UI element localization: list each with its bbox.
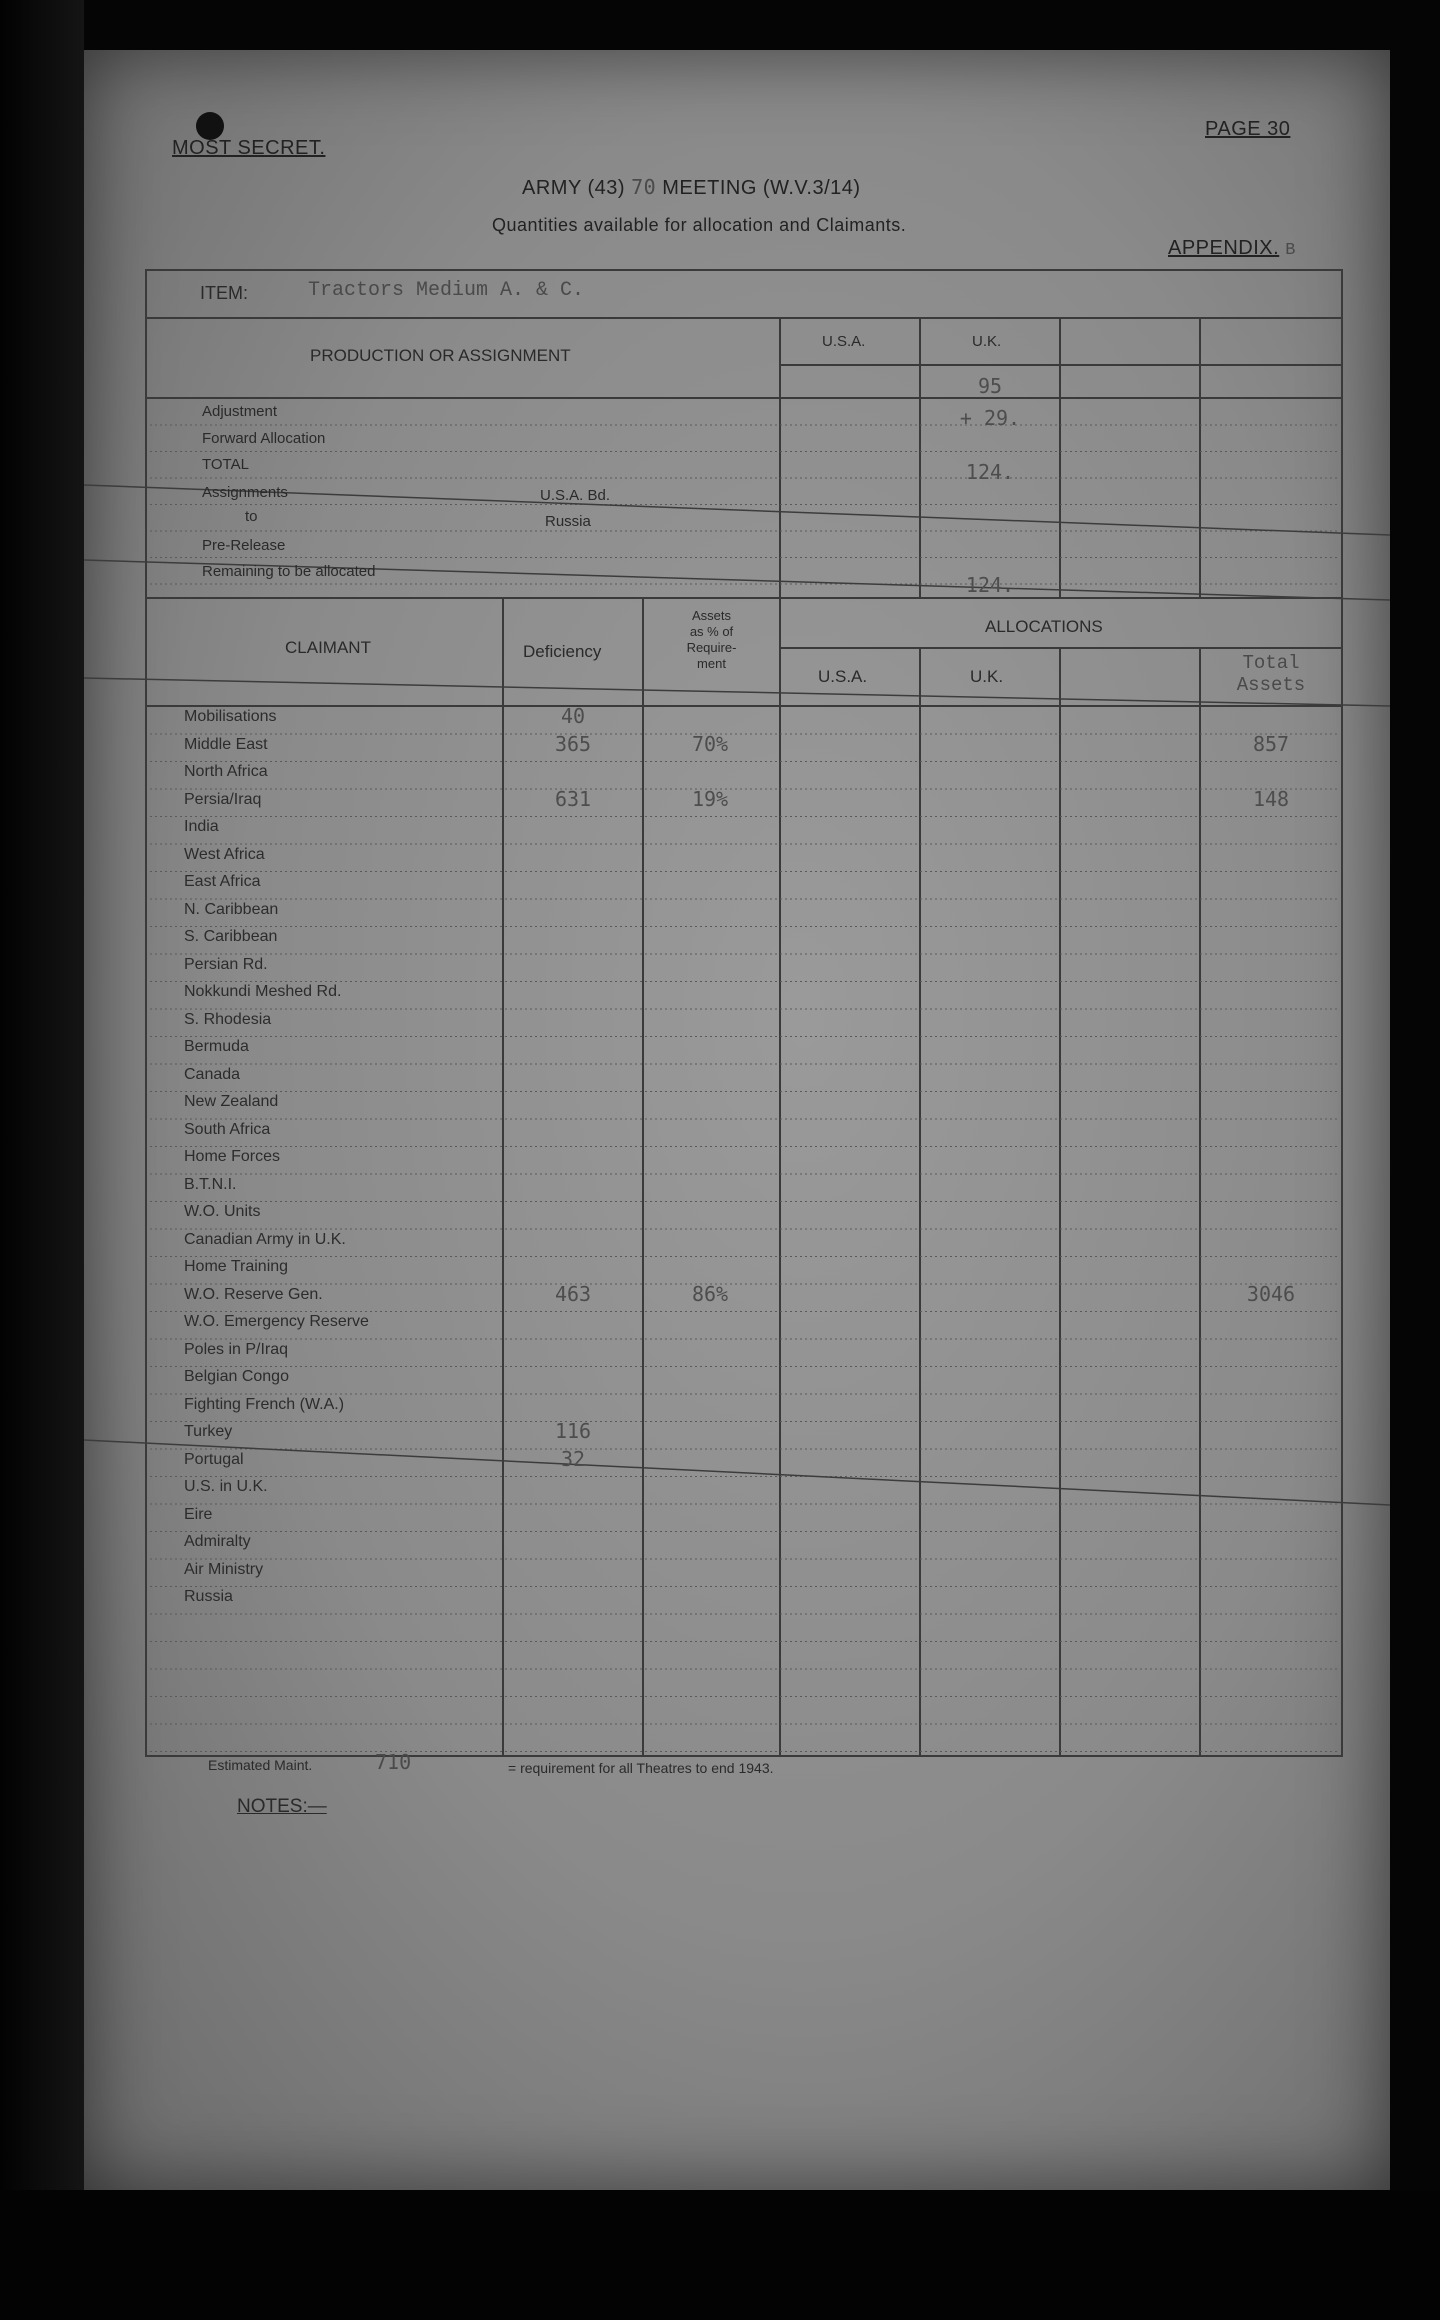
claimant-name: Canadian Army in U.K. xyxy=(184,1230,346,1248)
claimant-deficiency: 463 xyxy=(554,1281,592,1306)
claimant-deficiency: 365 xyxy=(554,731,592,756)
claimant-name: Home Training xyxy=(184,1258,289,1275)
claimant-name: B.T.N.I. xyxy=(184,1175,237,1193)
claimant-name: W.O. Units xyxy=(184,1203,261,1220)
estimated-maint-value: 710 xyxy=(375,1750,412,1774)
assets-pct-line-2: as % of xyxy=(689,624,734,639)
claimant-pct: 70% xyxy=(691,731,729,756)
title-prefix: ARMY (43) xyxy=(522,177,626,199)
claimant-deficiency: 40 xyxy=(560,704,586,728)
claimant-name: Middle East xyxy=(184,735,268,753)
remaining-label: Remaining to be allocated xyxy=(202,563,376,580)
assets-pct-col-heading xyxy=(643,608,780,672)
claimant-name: Belgian Congo xyxy=(184,1368,289,1385)
production-row-adjustment: Adjustment xyxy=(202,403,278,420)
claimant-name: Admiralty xyxy=(184,1533,251,1550)
title-suffix: MEETING (W.V.3/14) xyxy=(662,177,861,199)
claimant-name: Bermuda xyxy=(184,1038,249,1055)
claimant-total: 3046 xyxy=(1246,1281,1296,1306)
production-uk-base: 95 xyxy=(977,374,1003,398)
claimant-name: Persia/Iraq xyxy=(184,790,262,808)
subtitle: Quantities available for allocation and Claimants. xyxy=(492,215,907,235)
claimant-name: Fighting French (W.A.) xyxy=(184,1395,345,1413)
claimant-total: 148 xyxy=(1252,786,1290,811)
claimant-name: S. Rhodesia xyxy=(184,1010,272,1028)
claimant-name: New Zealand xyxy=(184,1093,279,1110)
assignments-label: Assignments xyxy=(202,484,288,501)
production-heading: PRODUCTION OR ASSIGNMENT xyxy=(310,346,571,365)
production-col-usa: U.S.A. xyxy=(822,333,866,350)
production-row-adjustment-uk: + 29. xyxy=(959,406,1021,430)
claimant-name: Persian Rd. xyxy=(184,955,268,973)
item-label: ITEM: xyxy=(200,283,248,303)
claimant-name: N. Caribbean xyxy=(184,900,279,918)
claimant-name: W.O. Emergency Reserve xyxy=(184,1313,369,1330)
claimant-name: Canada xyxy=(184,1065,241,1083)
appendix-text: APPENDIX. xyxy=(1168,237,1280,259)
total-assets-line-2: Assets xyxy=(1236,674,1306,696)
claimant-pct: 86% xyxy=(691,1281,729,1306)
title-number: 70 xyxy=(631,175,657,199)
estimated-maint-note: = requirement for all Theatres to end 1943. xyxy=(508,1760,774,1776)
production-row-total-uk: 124. xyxy=(965,460,1015,484)
alloc-col-uk: U.K. xyxy=(970,667,1004,686)
claimant-name: Eire xyxy=(184,1505,213,1523)
assets-pct-line-1: Assets xyxy=(691,608,731,623)
claimant-name: Mobilisations xyxy=(184,708,277,725)
claimant-name: India xyxy=(184,818,219,835)
item-value: Tractors Medium A. & C. xyxy=(308,279,585,302)
total-assets-col-heading xyxy=(1200,652,1342,696)
assignment-usa-board: U.S.A. Bd. xyxy=(540,487,611,504)
assignment-russia: Russia xyxy=(545,513,591,530)
assets-pct-line-3: Require- xyxy=(686,640,737,655)
assets-pct-line-4: ment xyxy=(697,656,726,671)
claimant-total: 857 xyxy=(1252,731,1290,756)
claimant-name: U.S. in U.K. xyxy=(184,1478,268,1495)
appendix-letter: B xyxy=(1285,241,1296,260)
pre-release-label: Pre-Release xyxy=(202,537,286,554)
claimant-name: North Africa xyxy=(184,763,268,780)
alloc-col-usa: U.S.A. xyxy=(818,667,868,686)
claimant-col-heading: CLAIMANT xyxy=(285,638,371,657)
claimant-name: Russia xyxy=(184,1588,233,1605)
notes-label: NOTES:— xyxy=(237,1796,327,1817)
claimant-name: Portugal xyxy=(184,1450,244,1468)
claimant-deficiency: 116 xyxy=(554,1419,592,1443)
allocations-heading: ALLOCATIONS xyxy=(985,617,1103,636)
estimated-maint-label: Estimated Maint. xyxy=(208,1757,313,1773)
total-assets-line-1: Total xyxy=(1242,652,1300,674)
production-col-uk: U.K. xyxy=(972,333,1002,350)
claimant-deficiency: 32 xyxy=(560,1446,586,1471)
claimant-pct: 19% xyxy=(691,786,729,811)
classification-label: MOST SECRET. xyxy=(172,137,326,159)
claimant-name: Nokkundi Meshed Rd. xyxy=(184,983,342,1000)
claimant-name: Air Ministry xyxy=(184,1560,264,1578)
claimant-name: West Africa xyxy=(184,845,265,863)
claimant-name: S. Caribbean xyxy=(184,928,278,945)
claimant-name: South Africa xyxy=(184,1120,271,1138)
deficiency-col-heading: Deficiency xyxy=(523,642,602,661)
page-number: PAGE 30 xyxy=(1205,118,1291,140)
assignments-to: to xyxy=(245,508,258,525)
claimant-deficiency: 631 xyxy=(554,786,592,811)
claimant-name: Poles in P/Iraq xyxy=(184,1340,289,1358)
claimant-name: East Africa xyxy=(184,873,261,890)
production-row-forward-allocation: Forward Allocation xyxy=(202,430,326,447)
claimant-name: Home Forces xyxy=(184,1148,281,1165)
claimant-name: W.O. Reserve Gen. xyxy=(184,1285,323,1303)
claimant-name: Turkey xyxy=(184,1423,233,1440)
remaining-uk: 124. xyxy=(965,573,1015,597)
production-row-total: TOTAL xyxy=(202,456,249,473)
